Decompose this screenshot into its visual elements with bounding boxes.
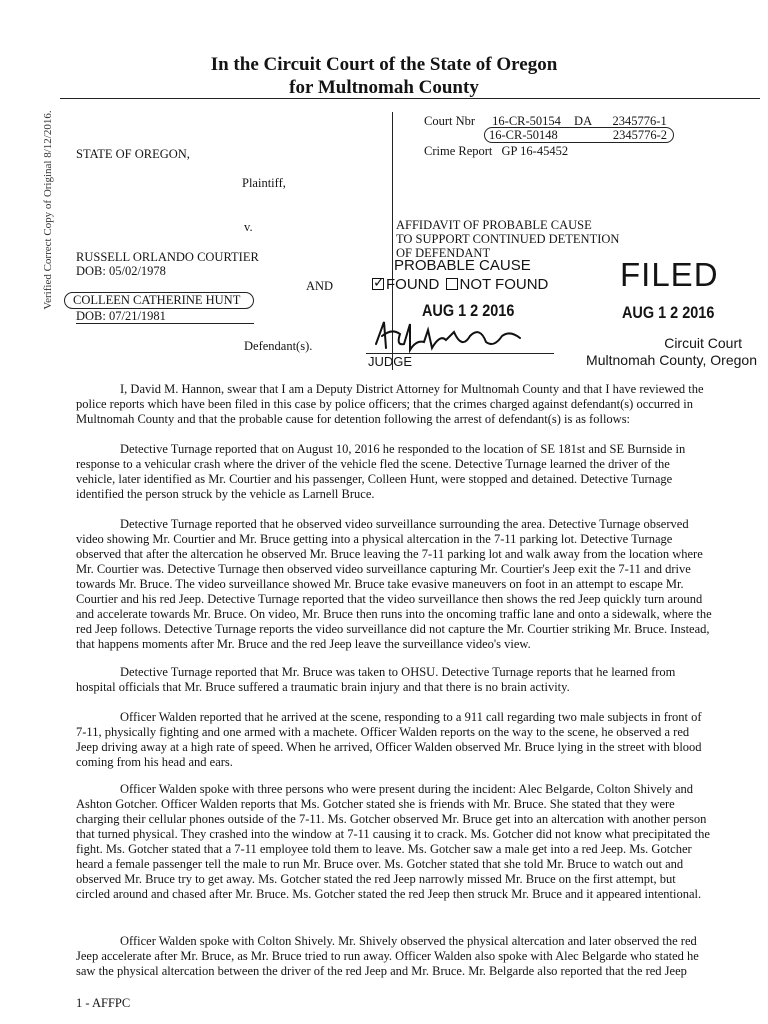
court-number-row-1: Court Nbr 16-CR-50154 DA 2345776-1 [424, 114, 667, 128]
page-footer: 1 - AFFPC [76, 996, 131, 1010]
filed-stamp: FILED [620, 256, 719, 293]
probable-cause-heading: PROBABLE CAUSE [394, 257, 531, 274]
paragraph-2: Detective Turnage reported that on August 10, 2016 he responded to the location of SE 181st and SE Burnside in response to a vehicular crash where the driver of the vehicle fled the scene. Detective Turnage learned the driver of the vehicle, later identified as Mr. Courtier and his passenger, Colleen Hunt, were stopped and detained. Detective Turnage identified the person struck by the vehicle as Larnell Bruce. [76, 442, 686, 501]
paragraph-3: Detective Turnage reported that he observed video surveillance surrounding the area. Detective Turnage observed video showing Mr. Courtier and Mr. Bruce getting into a physical altercation in the 7-11 parking lot. Detective Turnage observed that after the altercation he observed Mr. Bruce leaving the 7-11 parking lot and walk away from the location where Mr. Courtier was. Detective Turnage then observed video surveillance capturing Mr. Courtier's Jeep exit the 7-11 and drive towards Mr. Bruce. The video surveillance showed Mr. Bruce take evasive maneuvers on foot in an attempt to escape Mr. Courtier and his red Jeep. Detective Turnage reported that the video surveillance then shows the red Jeep quickly turn around and accelerate towards Mr. Bruce. On video, Mr. Bruce then runs into the oncoming traffic lane and onto a sidewalk, where the red Jeep follows. Detective Turnage reports the video surveillance did not capture the Mr. Courtier striking Mr. Bruce. Instead, that happens moments after Mr. Bruce and the red Jeep leave the surveillance video's view. [76, 517, 712, 651]
and-label: AND [306, 279, 334, 293]
affidavit-title-line-2: TO SUPPORT CONTINUED DETENTION [396, 232, 620, 246]
probable-cause-date: AUG 1 2 2016 [422, 301, 515, 320]
affidavit-title-line-1: AFFIDAVIT OF PROBABLE CAUSE [396, 218, 592, 232]
paragraph-5: Officer Walden reported that he arrived at the scene, responding to a 911 call regarding two male subjects in front of 7-11, physically fighting and one armed with a machete. Officer Walden reports on the way to the scene, he observed a red Jeep driving away at a high rate of speed. When he arrived, Officer Walden observed Mr. Bruce lying in the street with blood coming from his head and ears. [76, 710, 702, 769]
filed-court: Circuit Court [664, 335, 742, 351]
court-county: for Multnomah County [289, 77, 479, 98]
plaintiff-label: Plaintiff, [242, 176, 286, 190]
paragraph-6: Officer Walden spoke with three persons who were present during the incident: Alec Belgarde, Colton Shively and Ashton Gotcher. Officer Walden reports that Ms. Gotcher stated she is friends with Mr. Bruce. She stated that they were charging their cellular phones outside of the 7-11. Ms. Gotcher observed Mr. Bruce get into an altercation with another person that turned physical. They crashed into the window at 7-11 causing it to crack. Ms. Gotcher did not know what precipitated the fight. Ms. Gotcher stated that a 7-11 employee told them to leave. Ms. Gotcher saw a male get into a red Jeep. Ms. Gotcher heard a female passenger tell the male to run Mr. Bruce over. Ms. Gotcher stated that she told Mr. Bruce to watch out and observed Mr. Bruce try to get away. Ms. Gotcher stated the red Jeep narrowly missed Mr. Bruce on the first attempt, but circled around and chased after Mr. Bruce. Ms. Gotcher stated the red Jeep then struck Mr. Bruce and it appeared intentional. [76, 782, 710, 901]
defendant-1-dob: DOB: 05/02/1978 [76, 264, 166, 278]
versus-label: v. [244, 220, 253, 234]
defendant-1-name: RUSSELL ORLANDO COURTIER [76, 250, 259, 264]
plaintiff-name: STATE OF OREGON, [76, 147, 190, 161]
judge-label: JUDGE [368, 354, 413, 369]
defendant-2-dob: DOB: 07/21/1981 [76, 309, 166, 323]
affidavit-title-line-3: OF DEFENDANT [396, 246, 491, 260]
probable-cause-options: ✓FOUND NOT FOUND [372, 276, 548, 293]
paragraph-1: I, David M. Hannon, swear that I am a Deputy District Attorney for Multnomah County and that I have reviewed the police reports which have been filed in this case by police officers; that the crimes charged against defendant(s) occurred in Multnomah County and that the probable cause for detention following the arrest of defendant(s) is as follows: [76, 382, 704, 426]
filed-county: Multnomah County, Oregon [586, 352, 757, 368]
paragraph-4: Detective Turnage reported that Mr. Bruce was taken to OHSU. Detective Turnage reports that he learned from hospital officials that Mr. Bruce suffered a traumatic brain injury and that there is no brain activity. [76, 665, 676, 694]
defendant-2-name: COLLEEN CATHERINE HUNT [64, 292, 254, 309]
filed-date: AUG 1 2 2016 [622, 303, 715, 322]
not-found-checkbox [446, 278, 458, 290]
found-checkbox [372, 278, 384, 290]
header-rule [60, 98, 760, 99]
defendant-2-rule [76, 323, 254, 324]
crime-report-row: Crime Report GP 16-45452 [424, 144, 569, 158]
court-number-row-2: 16-CR-50148 2345776-2 [484, 127, 674, 143]
paragraph-7: Officer Walden spoke with Colton Shively. Mr. Shively observed the physical altercation and later observed the red Jeep accelerate after Mr. Bruce, as Mr. Bruce tried to run away. Officer Walden also spoke with Alec Belgarde who stated he saw the physical altercation between the driver of the red Jeep and Mr. Bruce. Mr. Belgarde also reported that the red Jeep [76, 934, 699, 978]
defendants-label: Defendant(s). [244, 339, 313, 353]
court-title: In the Circuit Court of the State of Oregon [210, 54, 558, 75]
certification-note: Verified Correct Copy of Original 8/12/2016. [42, 110, 54, 310]
